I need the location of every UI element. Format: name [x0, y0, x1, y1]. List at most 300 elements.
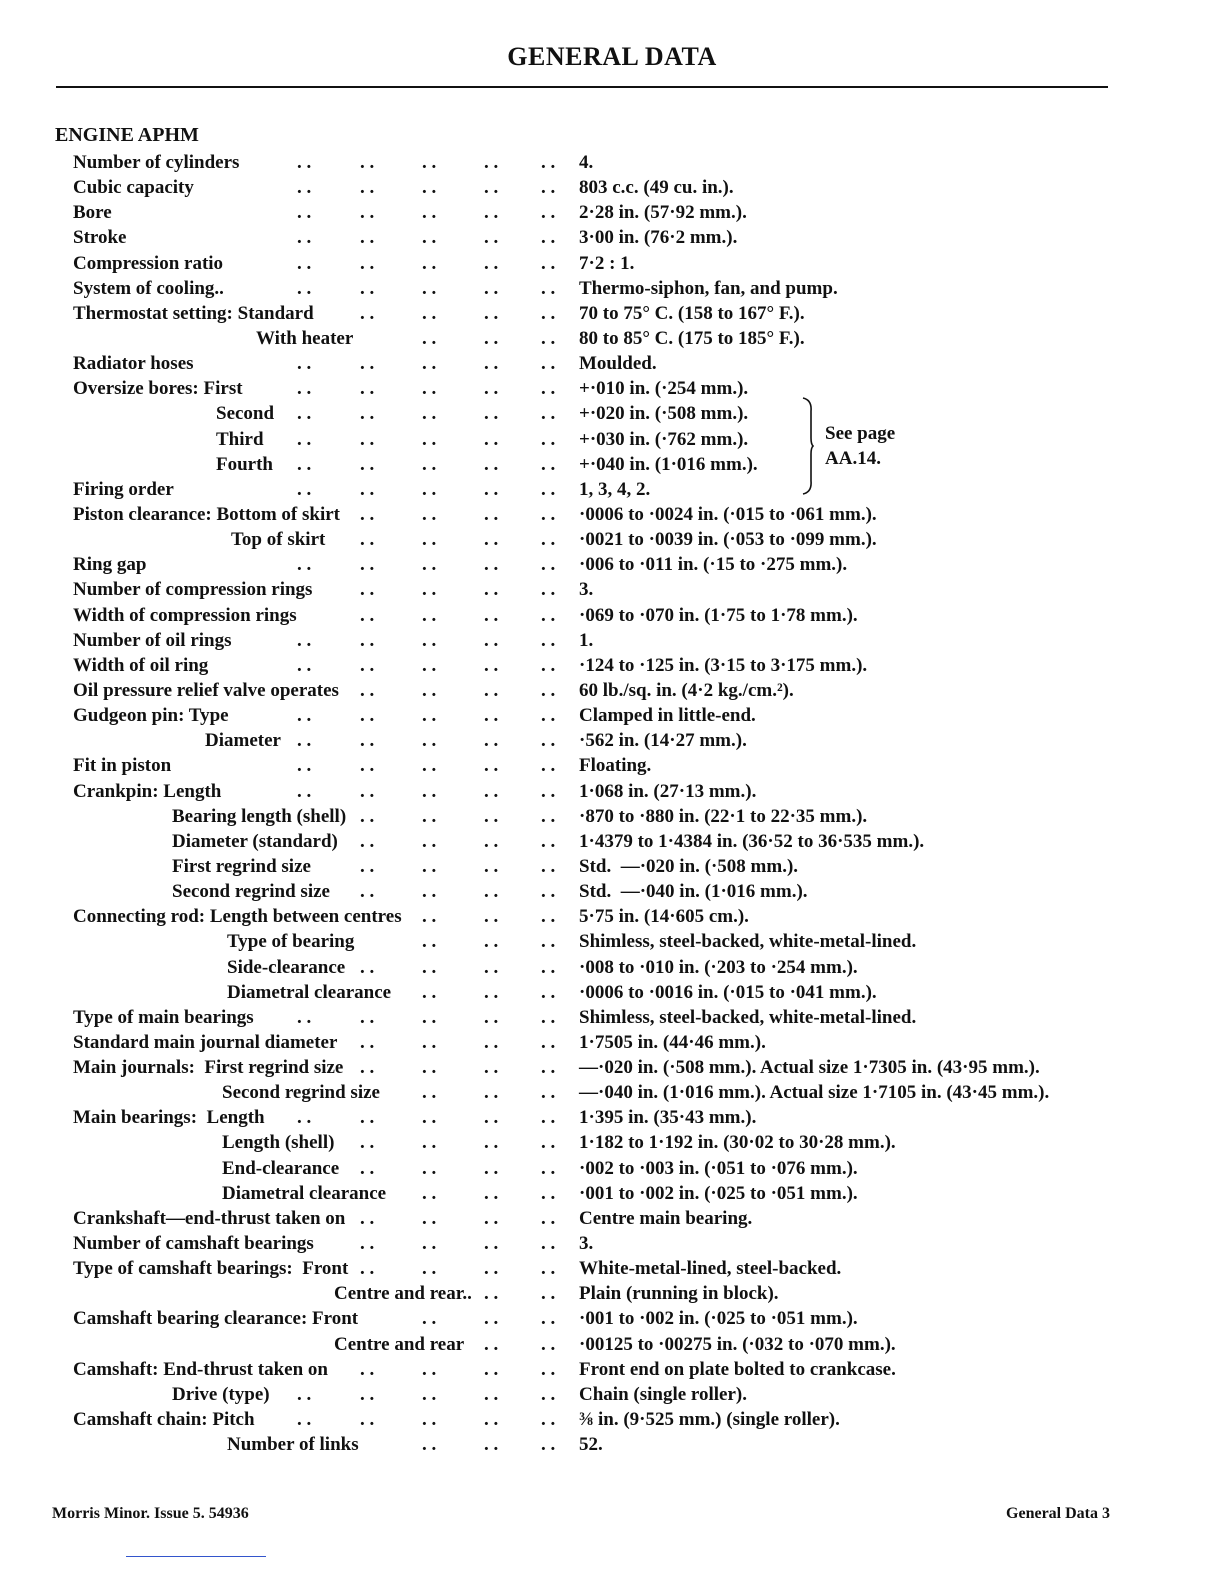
see-page-note — [825, 421, 895, 471]
row-label: Connecting rod: Length between centres — [73, 906, 402, 928]
leader-dots: . . — [422, 1207, 437, 1229]
leader-dots: . . — [422, 1233, 437, 1255]
row-label: Length (shell) — [222, 1132, 335, 1154]
table-row — [0, 225, 1224, 250]
row-value: 3·00 in. (76·2 mm.). — [579, 227, 738, 249]
leader-dots: . . — [484, 1182, 499, 1204]
leader-dots: . . — [484, 604, 499, 626]
table-row — [0, 854, 1224, 879]
table-row — [0, 653, 1224, 678]
leader-dots: . . — [360, 654, 375, 676]
row-value: Moulded. — [579, 353, 657, 375]
row-label: Camshaft: End-thrust taken on — [73, 1358, 328, 1380]
table-row — [0, 301, 1224, 326]
table-row — [0, 678, 1224, 703]
leader-dots: . . — [422, 177, 437, 199]
leader-dots: . . — [422, 1107, 437, 1129]
row-label: Number of compression rings — [73, 579, 313, 601]
leader-dots: . . — [360, 1057, 375, 1079]
table-row — [0, 251, 1224, 276]
table-row — [0, 703, 1224, 728]
leader-dots: . . — [484, 227, 499, 249]
row-label: Camshaft chain: Pitch — [73, 1409, 255, 1431]
leader-dots: . . — [484, 1434, 499, 1456]
leader-dots: . . — [484, 1409, 499, 1431]
row-value: ·870 to ·880 in. (22·1 to 22·35 mm.). — [579, 805, 868, 827]
leader-dots: . . — [422, 1434, 437, 1456]
see-page-line2: AA.14. — [825, 448, 881, 469]
leader-dots: . . — [360, 478, 375, 500]
leader-dots: . . — [360, 604, 375, 626]
leader-dots: . . — [360, 403, 375, 425]
table-row — [0, 401, 1224, 426]
leader-dots: . . — [541, 1258, 556, 1280]
table-row — [0, 1030, 1224, 1055]
leader-dots: . . — [541, 931, 556, 953]
leader-dots: . . — [297, 705, 312, 727]
table-row — [0, 1206, 1224, 1231]
row-value: 1, 3, 4, 2. — [579, 478, 651, 500]
row-value: 1·4379 to 1·4384 in. (36·52 to 36·535 mm.). — [579, 830, 925, 852]
leader-dots: . . — [422, 604, 437, 626]
row-label: Gudgeon pin: Type — [73, 705, 229, 727]
leader-dots: . . — [484, 956, 499, 978]
row-value: ·006 to ·011 in. (·15 to ·275 mm.). — [579, 554, 848, 576]
row-label: Stroke — [73, 227, 127, 249]
leader-dots: . . — [422, 554, 437, 576]
leader-dots: . . — [360, 1358, 375, 1380]
leader-dots: . . — [422, 654, 437, 676]
leader-dots: . . — [297, 1409, 312, 1431]
leader-dots: . . — [297, 277, 312, 299]
row-label: Ring gap — [73, 554, 147, 576]
leader-dots: . . — [297, 780, 312, 802]
leader-dots: . . — [360, 277, 375, 299]
leader-dots: . . — [541, 1082, 556, 1104]
leader-dots: . . — [541, 906, 556, 928]
leader-dots: . . — [484, 252, 499, 274]
row-value: ·001 to ·002 in. (·025 to ·051 mm.). — [579, 1308, 858, 1330]
leader-dots: . . — [541, 705, 556, 727]
leader-dots: . . — [360, 378, 375, 400]
table-row — [0, 980, 1224, 1005]
leader-dots: . . — [484, 730, 499, 752]
leader-dots: . . — [541, 378, 556, 400]
table-row — [0, 904, 1224, 929]
row-value: 803 c.c. (49 cu. in.). — [579, 177, 734, 199]
row-value: 2·28 in. (57·92 mm.). — [579, 202, 747, 224]
leader-dots: . . — [541, 1358, 556, 1380]
leader-dots: . . — [541, 252, 556, 274]
leader-dots: . . — [484, 1283, 499, 1305]
row-label: Crankshaft—end-thrust taken on — [73, 1207, 346, 1229]
row-value: Shimless, steel-backed, white-metal-lined. — [579, 1006, 917, 1028]
leader-dots: . . — [484, 1258, 499, 1280]
leader-dots: . . — [484, 1383, 499, 1405]
table-row — [0, 1256, 1224, 1281]
leader-dots: . . — [422, 1031, 437, 1053]
leader-dots: . . — [422, 302, 437, 324]
leader-dots: . . — [297, 1383, 312, 1405]
row-label: Third — [216, 428, 264, 450]
row-label: Number of cylinders — [73, 152, 240, 173]
leader-dots: . . — [484, 1358, 499, 1380]
leader-dots: . . — [484, 1107, 499, 1129]
leader-dots: . . — [360, 428, 375, 450]
footer-link-line — [126, 1556, 266, 1557]
leader-dots: . . — [422, 428, 437, 450]
leader-dots: . . — [541, 1132, 556, 1154]
table-row — [0, 1105, 1224, 1130]
row-label: Compression ratio — [73, 252, 224, 274]
row-value: +·040 in. (1·016 mm.). — [579, 453, 758, 475]
leader-dots: . . — [360, 1031, 375, 1053]
leader-dots: . . — [484, 1233, 499, 1255]
table-row — [0, 628, 1224, 653]
row-value: Shimless, steel-backed, white-metal-lined. — [579, 931, 917, 953]
leader-dots: . . — [484, 629, 499, 651]
leader-dots: . . — [360, 1409, 375, 1431]
row-label: Camshaft bearing clearance: Front — [73, 1308, 359, 1330]
leader-dots: . . — [422, 805, 437, 827]
row-value: ·0006 to ·0024 in. (·015 to ·061 mm.). — [579, 503, 877, 525]
row-value: ·002 to ·003 in. (·051 to ·076 mm.). — [579, 1157, 858, 1179]
row-label: Second — [216, 403, 275, 425]
row-label: Diameter (standard) — [172, 830, 338, 852]
leader-dots: . . — [541, 1057, 556, 1079]
leader-dots: . . — [422, 277, 437, 299]
leader-dots: . . — [541, 277, 556, 299]
leader-dots: . . — [541, 629, 556, 651]
leader-dots: . . — [297, 629, 312, 651]
table-row — [0, 200, 1224, 225]
table-row — [0, 351, 1224, 376]
leader-dots: . . — [484, 302, 499, 324]
row-value: —·020 in. (·508 mm.). Actual size 1·7305 in. (43·95 mm.). — [579, 1057, 1040, 1079]
leader-dots: . . — [360, 705, 375, 727]
table-row — [0, 527, 1224, 552]
leader-dots: . . — [422, 1157, 437, 1179]
row-label: Main journals: First regrind size — [73, 1057, 344, 1079]
leader-dots: . . — [484, 1207, 499, 1229]
leader-dots: . . — [360, 202, 375, 224]
leader-dots: . . — [422, 730, 437, 752]
row-label: Side-clearance — [227, 956, 346, 978]
row-label: Type of main bearings — [73, 1006, 254, 1028]
table-row — [0, 603, 1224, 628]
row-label: Top of skirt — [231, 529, 326, 551]
leader-dots: . . — [422, 529, 437, 551]
row-label: Bore — [73, 202, 112, 224]
leader-dots: . . — [360, 252, 375, 274]
leader-dots: . . — [297, 202, 312, 224]
row-label: Second regrind size — [222, 1082, 380, 1104]
leader-dots: . . — [360, 503, 375, 525]
leader-dots: . . — [484, 353, 499, 375]
leader-dots: . . — [541, 478, 556, 500]
leader-dots: . . — [422, 1132, 437, 1154]
row-label: Type of bearing — [227, 931, 355, 953]
row-label: Type of camshaft bearings: Front — [73, 1258, 349, 1280]
row-label: Firing order — [73, 478, 174, 500]
table-row — [0, 1382, 1224, 1407]
leader-dots: . . — [541, 554, 556, 576]
table-row — [0, 1055, 1224, 1080]
section-title: ENGINE APHM — [55, 124, 199, 146]
leader-dots: . . — [541, 604, 556, 626]
row-value: 60 lb./sq. in. (4·2 kg./cm.²). — [579, 679, 794, 701]
leader-dots: . . — [541, 353, 556, 375]
leader-dots: . . — [484, 906, 499, 928]
row-value: ·124 to ·125 in. (3·15 to 3·175 mm.). — [579, 654, 868, 676]
leader-dots: . . — [484, 1082, 499, 1104]
leader-dots: . . — [484, 705, 499, 727]
row-label: Oil pressure relief valve operates — [73, 679, 339, 701]
leader-dots: . . — [360, 956, 375, 978]
leader-dots: . . — [541, 956, 556, 978]
leader-dots: . . — [360, 805, 375, 827]
leader-dots: . . — [422, 1308, 437, 1330]
table-row — [0, 1407, 1224, 1432]
leader-dots: . . — [360, 780, 375, 802]
leader-dots: . . — [360, 881, 375, 903]
row-label: Drive (type) — [172, 1383, 270, 1405]
row-value: 7·2 : 1. — [579, 252, 635, 274]
leader-dots: . . — [360, 730, 375, 752]
table-row — [0, 929, 1224, 954]
leader-dots: . . — [484, 453, 499, 475]
row-label: First regrind size — [172, 855, 311, 877]
row-value: Thermo-siphon, fan, and pump. — [579, 277, 838, 299]
leader-dots: . . — [422, 403, 437, 425]
row-value: ·562 in. (14·27 mm.). — [579, 730, 747, 752]
leader-dots: . . — [422, 378, 437, 400]
row-label: Crankpin: Length — [73, 780, 222, 802]
row-value: ·0021 to ·0039 in. (·053 to ·099 mm.). — [579, 529, 877, 551]
leader-dots: . . — [484, 202, 499, 224]
table-row — [0, 1332, 1224, 1357]
row-label: Fourth — [216, 453, 273, 475]
row-value: ·001 to ·002 in. (·025 to ·051 mm.). — [579, 1182, 858, 1204]
table-row — [0, 150, 1224, 175]
row-label: Width of oil ring — [73, 654, 209, 676]
leader-dots: . . — [541, 503, 556, 525]
leader-dots: . . — [422, 478, 437, 500]
row-label: Centre and rear.. — [334, 1283, 472, 1305]
leader-dots: . . — [541, 1308, 556, 1330]
leader-dots: . . — [541, 981, 556, 1003]
leader-dots: . . — [484, 931, 499, 953]
leader-dots: . . — [297, 478, 312, 500]
row-label: Standard main journal diameter — [73, 1031, 338, 1053]
leader-dots: . . — [297, 353, 312, 375]
leader-dots: . . — [484, 1031, 499, 1053]
table-row — [0, 804, 1224, 829]
leader-dots: . . — [541, 755, 556, 777]
table-row — [0, 552, 1224, 577]
leader-dots: . . — [360, 1107, 375, 1129]
leader-dots: . . — [422, 252, 437, 274]
leader-dots: . . — [297, 252, 312, 274]
leader-dots: . . — [422, 1082, 437, 1104]
leader-dots: . . — [541, 579, 556, 601]
table-row — [0, 1231, 1224, 1256]
leader-dots: . . — [541, 227, 556, 249]
leader-dots: . . — [422, 629, 437, 651]
row-value: ⅜ in. (9·525 mm.) (single roller). — [579, 1409, 840, 1431]
table-row — [0, 376, 1224, 401]
leader-dots: . . — [360, 1383, 375, 1405]
leader-dots: . . — [422, 1057, 437, 1079]
row-value: ·0006 to ·0016 in. (·015 to ·041 mm.). — [579, 981, 877, 1003]
table-row — [0, 1357, 1224, 1382]
row-value: ·069 to ·070 in. (1·75 to 1·78 mm.). — [579, 604, 858, 626]
leader-dots: . . — [360, 554, 375, 576]
leader-dots: . . — [484, 579, 499, 601]
row-value: 5·75 in. (14·605 cm.). — [579, 906, 749, 928]
row-value: +·010 in. (·254 mm.). — [579, 378, 749, 400]
leader-dots: . . — [484, 679, 499, 701]
leader-dots: . . — [484, 1157, 499, 1179]
table-row — [0, 955, 1224, 980]
leader-dots: . . — [541, 177, 556, 199]
leader-dots: . . — [484, 478, 499, 500]
leader-dots: . . — [484, 403, 499, 425]
leader-dots: . . — [422, 906, 437, 928]
leader-dots: . . — [297, 152, 312, 173]
table-row — [0, 728, 1224, 753]
leader-dots: . . — [541, 1333, 556, 1355]
table-row — [0, 1432, 1224, 1457]
leader-dots: . . — [360, 1233, 375, 1255]
table-row — [0, 1306, 1224, 1331]
leader-dots: . . — [422, 755, 437, 777]
leader-dots: . . — [422, 353, 437, 375]
leader-dots: . . — [360, 679, 375, 701]
row-value: 1. — [579, 629, 594, 651]
leader-dots: . . — [422, 780, 437, 802]
leader-dots: . . — [541, 730, 556, 752]
leader-dots: . . — [297, 755, 312, 777]
leader-dots: . . — [541, 1031, 556, 1053]
row-value: White-metal-lined, steel-backed. — [579, 1258, 842, 1280]
row-value: 1·395 in. (35·43 mm.). — [579, 1107, 757, 1129]
see-page-line1: See page — [825, 423, 896, 444]
leader-dots: . . — [541, 780, 556, 802]
leader-dots: . . — [541, 1383, 556, 1405]
leader-dots: . . — [484, 981, 499, 1003]
row-value: Plain (running in block). — [579, 1283, 779, 1305]
table-row — [0, 1156, 1224, 1181]
leader-dots: . . — [297, 378, 312, 400]
leader-dots: . . — [297, 1006, 312, 1028]
leader-dots: . . — [484, 1006, 499, 1028]
table-row — [0, 175, 1224, 200]
row-label: Fit in piston — [73, 755, 172, 777]
leader-dots: . . — [484, 654, 499, 676]
data-table — [0, 150, 1224, 1457]
leader-dots: . . — [484, 1132, 499, 1154]
leader-dots: . . — [360, 177, 375, 199]
table-row — [0, 276, 1224, 301]
title-rule — [56, 86, 1108, 88]
leader-dots: . . — [422, 1258, 437, 1280]
row-label: End-clearance — [222, 1157, 340, 1179]
row-value: 70 to 75° C. (158 to 167° F.). — [579, 302, 805, 324]
leader-dots: . . — [360, 830, 375, 852]
row-label: Cubic capacity — [73, 177, 194, 199]
row-value: Chain (single roller). — [579, 1383, 748, 1405]
leader-dots: . . — [484, 1308, 499, 1330]
leader-dots: . . — [297, 1107, 312, 1129]
row-label: Number of oil rings — [73, 629, 232, 651]
row-value: Clamped in little-end. — [579, 705, 756, 727]
leader-dots: . . — [484, 1057, 499, 1079]
row-value: ·008 to ·010 in. (·203 to ·254 mm.). — [579, 956, 858, 978]
leader-dots: . . — [297, 654, 312, 676]
row-label: Radiator hoses — [73, 353, 194, 375]
leader-dots: . . — [541, 805, 556, 827]
row-value: 1·182 to 1·192 in. (30·02 to 30·28 mm.). — [579, 1132, 896, 1154]
row-value: Front end on plate bolted to crankcase. — [579, 1358, 896, 1380]
leader-dots: . . — [360, 579, 375, 601]
leader-dots: . . — [297, 428, 312, 450]
leader-dots: . . — [297, 554, 312, 576]
leader-dots: . . — [541, 302, 556, 324]
leader-dots: . . — [541, 1283, 556, 1305]
leader-dots: . . — [360, 1207, 375, 1229]
leader-dots: . . — [422, 956, 437, 978]
row-value: 52. — [579, 1434, 603, 1456]
row-label: Diametral clearance — [227, 981, 392, 1003]
leader-dots: . . — [484, 780, 499, 802]
leader-dots: . . — [360, 755, 375, 777]
leader-dots: . . — [484, 378, 499, 400]
row-value: ·00125 to ·00275 in. (·032 to ·070 mm.). — [579, 1333, 896, 1355]
leader-dots: . . — [297, 177, 312, 199]
leader-dots: . . — [541, 327, 556, 349]
leader-dots: . . — [484, 503, 499, 525]
leader-dots: . . — [360, 1132, 375, 1154]
row-label: Number of camshaft bearings — [73, 1233, 314, 1255]
leader-dots: . . — [541, 881, 556, 903]
row-label: Bearing length (shell) — [172, 805, 347, 827]
leader-dots: . . — [360, 629, 375, 651]
leader-dots: . . — [484, 428, 499, 450]
leader-dots: . . — [541, 679, 556, 701]
row-value: +·020 in. (·508 mm.). — [579, 403, 749, 425]
leader-dots: . . — [422, 1383, 437, 1405]
leader-dots: . . — [541, 1157, 556, 1179]
leader-dots: . . — [422, 1409, 437, 1431]
row-label: System of cooling.. — [73, 277, 224, 299]
table-row — [0, 477, 1224, 502]
table-row — [0, 1080, 1224, 1105]
leader-dots: . . — [422, 1182, 437, 1204]
table-row — [0, 879, 1224, 904]
leader-dots: . . — [484, 529, 499, 551]
table-row — [0, 452, 1224, 477]
table-row — [0, 779, 1224, 804]
leader-dots: . . — [422, 1006, 437, 1028]
leader-dots: . . — [360, 529, 375, 551]
row-value: 1·068 in. (27·13 mm.). — [579, 780, 757, 802]
leader-dots: . . — [541, 1409, 556, 1431]
leader-dots: . . — [541, 428, 556, 450]
leader-dots: . . — [422, 453, 437, 475]
leader-dots: . . — [484, 830, 499, 852]
row-value: Floating. — [579, 755, 652, 777]
